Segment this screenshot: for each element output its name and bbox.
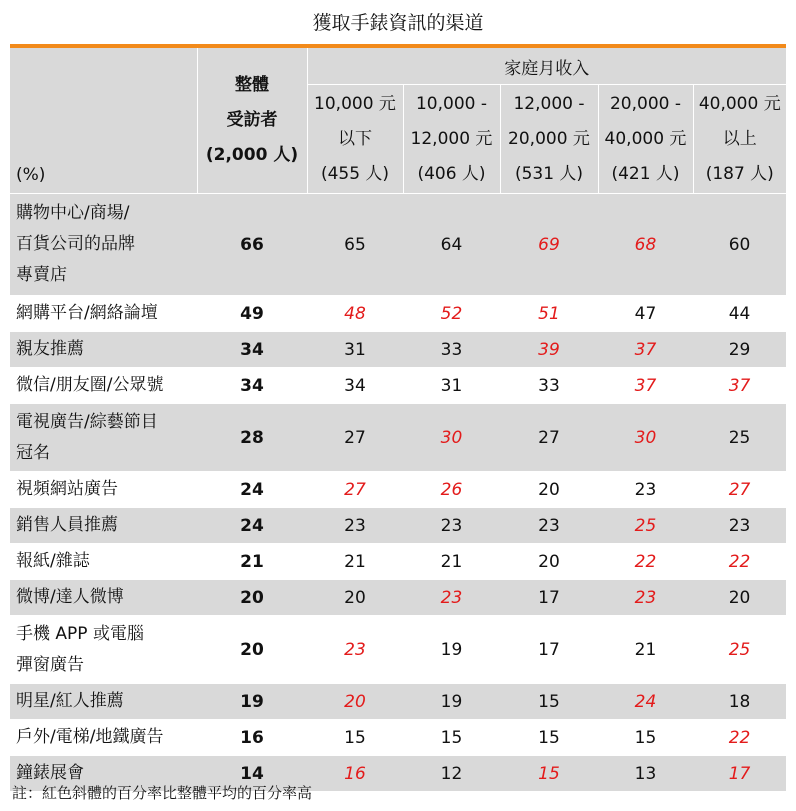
income-value: 27 — [307, 472, 403, 508]
table-row — [10, 296, 786, 332]
income-value: 21 — [307, 544, 403, 580]
income-value: 39 — [500, 332, 598, 368]
income-header-line: 20,000 元 — [508, 128, 590, 149]
row-label — [10, 684, 197, 720]
row-label-line: 明星/紅人推薦 — [16, 691, 124, 711]
income-value: 27 — [500, 404, 598, 472]
total-header-line: (2,000 人) — [205, 145, 299, 165]
income-value: 27 — [307, 404, 403, 472]
income-header-line: 12,000 元 — [410, 128, 493, 149]
total-value: 20 — [197, 616, 307, 684]
income-value: 23 — [307, 616, 403, 684]
income-value: 68 — [598, 194, 693, 296]
income-value: 15 — [307, 720, 403, 756]
income-header-line: 10,000 - — [415, 93, 488, 114]
income-value: 37 — [598, 368, 693, 404]
total-value: 24 — [197, 472, 307, 508]
income-value: 23 — [403, 508, 500, 544]
total-value: 34 — [197, 332, 307, 368]
income-header-line: 10,000 元 — [314, 93, 396, 114]
income-value: 15 — [500, 756, 598, 792]
income-value: 20 — [307, 580, 403, 616]
row-label — [10, 544, 197, 580]
income-value: 22 — [598, 544, 693, 580]
income-group-header — [598, 85, 693, 194]
income-group-header — [403, 85, 500, 194]
table-row — [10, 332, 786, 368]
table-row — [10, 684, 786, 720]
row-label-line: 銷售人員推薦 — [16, 515, 118, 535]
total-header-line: 受訪者 — [226, 110, 278, 130]
row-label-line: 親友推薦 — [16, 339, 84, 359]
income-value: 19 — [403, 616, 500, 684]
income-value: 37 — [598, 332, 693, 368]
income-header-line: (421 人) — [611, 163, 680, 184]
income-value: 13 — [598, 756, 693, 792]
table-row — [10, 194, 786, 296]
row-label-line: 視頻網站廣告 — [16, 479, 118, 499]
income-value: 25 — [693, 616, 786, 684]
total-value: 19 — [197, 684, 307, 720]
income-value: 30 — [598, 404, 693, 472]
table-row — [10, 404, 786, 472]
table-row — [10, 720, 786, 756]
total-value: 49 — [197, 296, 307, 332]
income-value: 31 — [307, 332, 403, 368]
income-value: 21 — [403, 544, 500, 580]
table-row — [10, 580, 786, 616]
table-title: 獲取手錶資訊的渠道 — [312, 12, 484, 34]
row-label — [10, 580, 197, 616]
row-label-line: 微博/達人微博 — [16, 587, 124, 607]
row-label — [10, 404, 197, 472]
income-group-header — [500, 85, 598, 194]
total-value: 24 — [197, 508, 307, 544]
income-value: 47 — [598, 296, 693, 332]
income-header-line: 20,000 - — [609, 93, 682, 114]
income-value: 23 — [500, 508, 598, 544]
total-value: 14 — [197, 756, 307, 792]
income-value: 48 — [307, 296, 403, 332]
income-value: 31 — [403, 368, 500, 404]
row-label — [10, 472, 197, 508]
income-value: 17 — [500, 616, 598, 684]
income-value: 23 — [693, 508, 786, 544]
income-value: 17 — [693, 756, 786, 792]
income-value: 20 — [307, 684, 403, 720]
income-value: 20 — [693, 580, 786, 616]
income-header-line: 40,000 元 — [604, 128, 687, 149]
income-value: 19 — [403, 684, 500, 720]
income-value: 16 — [307, 756, 403, 792]
total-value: 16 — [197, 720, 307, 756]
income-value: 26 — [403, 472, 500, 508]
footnote: 註：紅色斜體的百分率比整體平均的百分率高 — [12, 784, 313, 802]
income-header-line: 40,000 元 — [698, 93, 781, 114]
income-value: 23 — [598, 472, 693, 508]
income-header-line: (406 人) — [417, 163, 486, 184]
row-label — [10, 332, 197, 368]
income-value: 22 — [693, 544, 786, 580]
income-value: 15 — [598, 720, 693, 756]
unit-label: (%) — [10, 48, 197, 194]
income-header-line: 12,000 - — [513, 93, 585, 114]
table-body — [10, 194, 786, 792]
row-label-line: 冠名 — [16, 442, 50, 463]
income-value: 25 — [693, 404, 786, 472]
income-group-header — [307, 85, 403, 194]
income-value: 30 — [403, 404, 500, 472]
total-value: 21 — [197, 544, 307, 580]
income-value: 64 — [403, 194, 500, 296]
income-value: 23 — [598, 580, 693, 616]
income-value: 27 — [693, 472, 786, 508]
income-value: 29 — [693, 332, 786, 368]
income-value: 20 — [500, 544, 598, 580]
income-value: 51 — [500, 296, 598, 332]
row-label — [10, 296, 197, 332]
income-value: 25 — [598, 508, 693, 544]
table-row — [10, 472, 786, 508]
total-value: 20 — [197, 580, 307, 616]
income-value: 23 — [403, 580, 500, 616]
row-label-line: 彈窗廣告 — [16, 654, 84, 675]
income-value: 52 — [403, 296, 500, 332]
row-label-line: 報紙/雜誌 — [16, 551, 90, 571]
row-label-line: 微信/朋友圈/公眾號 — [16, 375, 164, 395]
total-value: 66 — [197, 194, 307, 296]
income-value: 18 — [693, 684, 786, 720]
income-header-line: (455 人) — [320, 163, 390, 184]
table-row — [10, 544, 786, 580]
income-value: 17 — [500, 580, 598, 616]
income-value: 23 — [307, 508, 403, 544]
total-respondents-header — [197, 48, 307, 194]
income-value: 33 — [403, 332, 500, 368]
table-row — [10, 616, 786, 684]
row-label-line: 電視廣告/綜藝節目 — [16, 411, 158, 432]
row-label — [10, 720, 197, 756]
row-label-line: 專賣店 — [16, 265, 67, 285]
table-row — [10, 508, 786, 544]
income-group-header — [693, 85, 786, 194]
row-label-line: 百貨公司的品牌 — [16, 234, 135, 254]
income-header-line: 以上 — [722, 128, 757, 149]
row-label — [10, 368, 197, 404]
income-value: 60 — [693, 194, 786, 296]
income-value: 33 — [500, 368, 598, 404]
row-label-line: 購物中心/商場/ — [16, 203, 130, 223]
row-label — [10, 194, 197, 296]
income-value: 15 — [403, 720, 500, 756]
row-label-line: 鐘錶展會 — [16, 763, 84, 783]
income-value: 34 — [307, 368, 403, 404]
income-value: 15 — [500, 684, 598, 720]
row-label — [10, 508, 197, 544]
row-label-line: 手機 APP 或電腦 — [16, 623, 144, 644]
survey-table — [10, 48, 786, 792]
total-value: 28 — [197, 404, 307, 472]
income-value: 20 — [500, 472, 598, 508]
row-label-line: 戶外/電梯/地鐵廣告 — [16, 727, 164, 747]
income-value: 15 — [500, 720, 598, 756]
row-label — [10, 616, 197, 684]
table-row — [10, 368, 786, 404]
total-header-line: 整體 — [235, 75, 269, 95]
income-value: 12 — [403, 756, 500, 792]
income-value: 24 — [598, 684, 693, 720]
income-value: 44 — [693, 296, 786, 332]
household-income-header: 家庭月收入 — [307, 48, 786, 85]
income-header-line: (531 人) — [514, 163, 584, 184]
income-value: 65 — [307, 194, 403, 296]
income-header-line: (187 人) — [705, 163, 774, 184]
income-value: 37 — [693, 368, 786, 404]
total-value: 34 — [197, 368, 307, 404]
income-header-line: 以下 — [338, 128, 372, 149]
row-label-line: 網購平台/網絡論壇 — [16, 303, 158, 323]
income-value: 21 — [598, 616, 693, 684]
income-value: 69 — [500, 194, 598, 296]
income-value: 22 — [693, 720, 786, 756]
